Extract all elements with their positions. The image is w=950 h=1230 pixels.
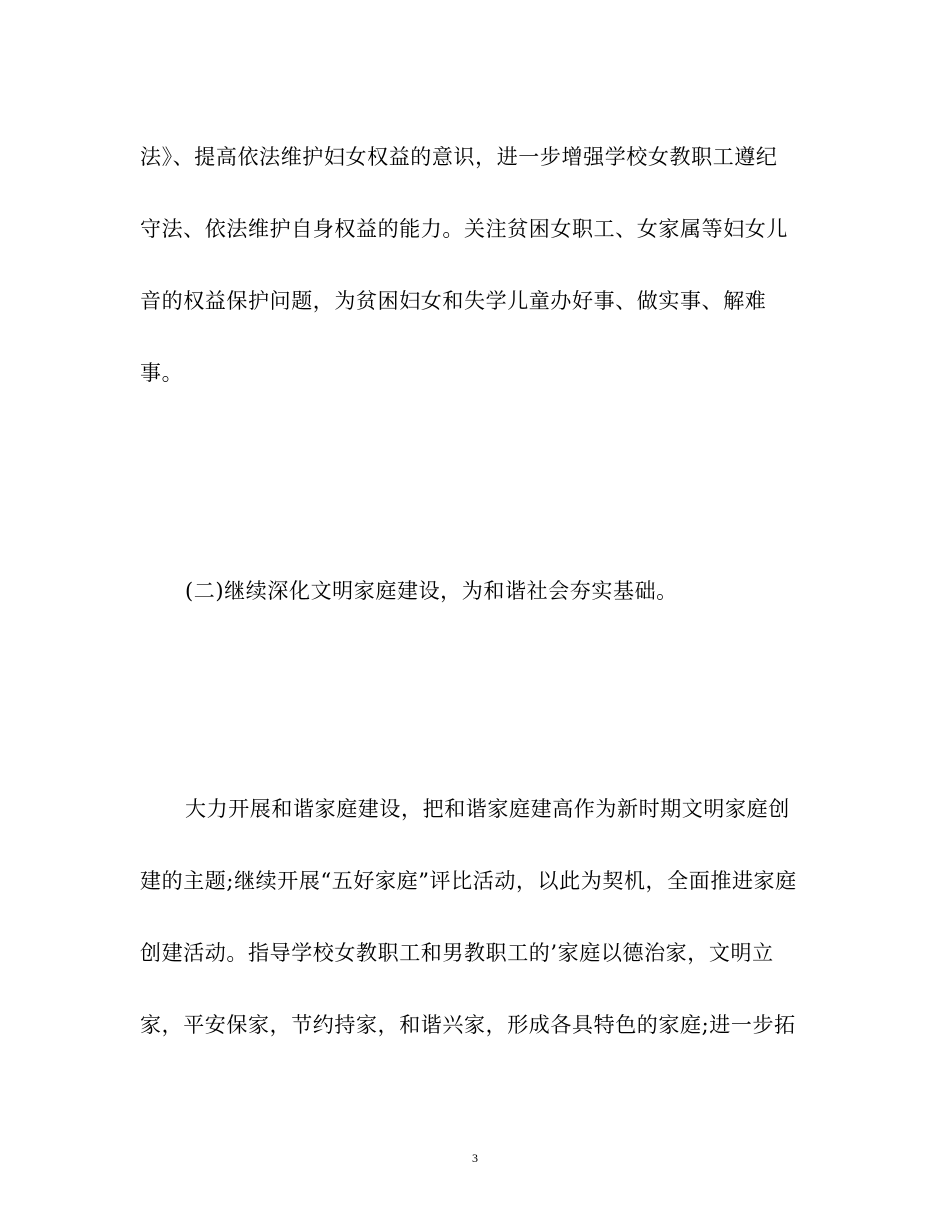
paragraph-line: 法》、提高依法维护妇女权益的意识，进一步增强学校女教职工遵纪: [140, 145, 778, 169]
page-number: 3: [472, 1151, 478, 1165]
paragraph-line: 守法、依法维护自身权益的能力。关注贫困女职工、女家属等妇女儿: [140, 217, 788, 241]
section-heading: (二)继续深化文明家庭建设，为和谐社会夯实基础。: [185, 579, 678, 603]
paragraph-line: 大力开展和谐家庭建设，把和谐家庭建高作为新时期文明家庭创: [185, 797, 790, 821]
paragraph-line: 创建活动。指导学校女教职工和男教职工的’家庭以德治家，文明立: [140, 941, 774, 965]
paragraph-line: 建的主题;继续开展“五好家庭”评比活动，以此为契机，全面推进家庭: [140, 869, 797, 893]
paragraph-line: 事。: [140, 361, 184, 385]
paragraph-line: 音的权益保护问题，为贫困妇女和失学儿童办好事、做实事、解难: [140, 289, 767, 313]
paragraph-line: 家，平安保家，节约持家，和谐兴家，形成各具特色的家庭;进一步拓: [140, 1013, 796, 1037]
